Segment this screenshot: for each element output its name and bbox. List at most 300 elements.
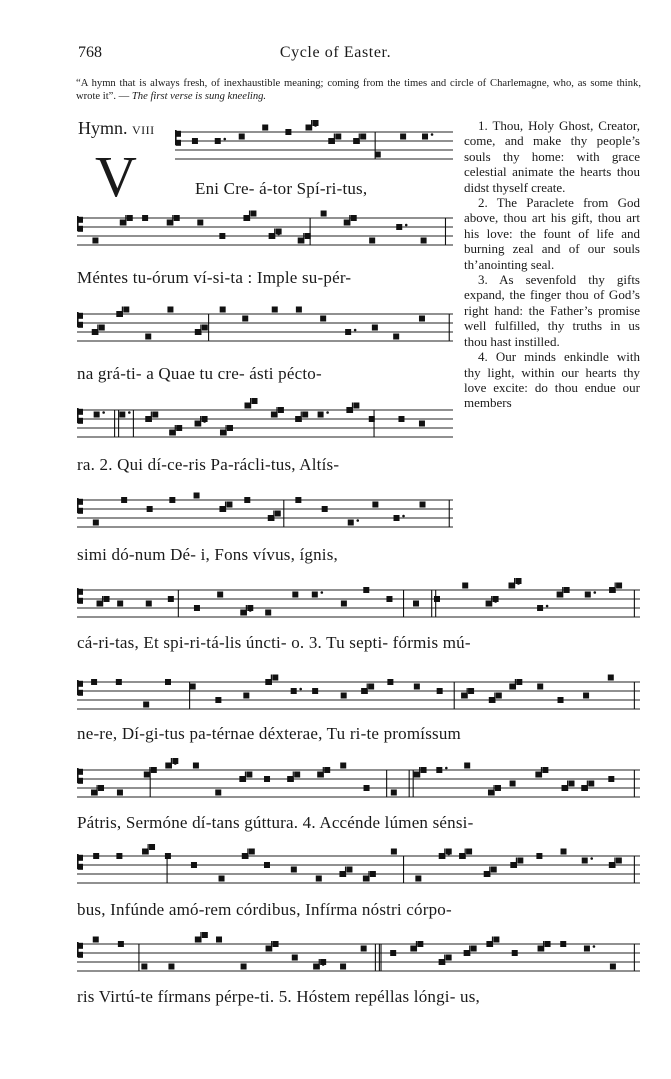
neume	[510, 862, 516, 868]
c-clef-glyph	[77, 216, 83, 232]
neume	[461, 693, 467, 699]
neume	[278, 407, 284, 413]
neume	[509, 684, 515, 690]
neume	[93, 853, 99, 859]
neume	[202, 932, 208, 938]
neume-dot	[447, 853, 450, 856]
neume	[387, 679, 393, 685]
neume	[517, 858, 523, 864]
c-clef-glyph	[77, 312, 83, 328]
chant-staff	[77, 762, 640, 804]
neume	[317, 772, 323, 778]
intro-rubric: The first verse is sung kneeling.	[131, 91, 267, 102]
staff-notation	[77, 762, 640, 804]
neume	[116, 679, 122, 685]
lyric-line: ne-re, Dí-gi-tus pa-térnae déxterae, Tu ri-te promíssum	[77, 724, 461, 743]
neume	[537, 605, 543, 611]
lyric-line: na grá-ti- a Quae tu cre- ásti pécto-	[77, 364, 322, 383]
chant-staff	[77, 402, 453, 444]
lyric-line: Pátris, Sermóne dí-tans gúttura. 4. Accénde lúmen sénsi-	[77, 813, 474, 832]
neume-dot	[299, 688, 302, 691]
neume	[340, 964, 346, 970]
neume	[536, 853, 542, 859]
neume	[468, 688, 474, 694]
neume	[202, 325, 208, 331]
neume	[92, 238, 98, 244]
neume	[116, 853, 122, 859]
neume	[227, 425, 233, 431]
neume	[285, 129, 291, 135]
c-clef-glyph	[77, 768, 83, 784]
neume	[219, 233, 225, 239]
neume	[275, 511, 281, 517]
staff-notation	[77, 306, 453, 348]
staff-notation	[77, 674, 640, 716]
neume	[318, 412, 324, 418]
c-clef-glyph	[77, 854, 83, 870]
translation-verse: 4. Our minds enkindle with thy light, within our hearts thy love excite: do thou endue our members	[464, 349, 640, 411]
staff-notation	[77, 492, 453, 534]
neume	[240, 610, 246, 616]
neume	[165, 679, 171, 685]
neume-dot	[102, 411, 105, 414]
neume	[446, 955, 452, 961]
neume	[121, 497, 127, 503]
neume	[287, 776, 293, 782]
neume	[459, 853, 465, 859]
neume	[417, 941, 423, 947]
neume	[564, 587, 570, 593]
neume	[119, 412, 125, 418]
neume	[368, 684, 374, 690]
neume	[93, 520, 99, 526]
neume	[94, 412, 100, 418]
hymn-label	[78, 118, 155, 139]
neume	[415, 876, 421, 882]
staff-notation	[77, 582, 640, 624]
neume	[296, 307, 302, 313]
neume	[104, 596, 110, 602]
neume	[99, 325, 105, 331]
neume	[264, 776, 270, 782]
neume	[117, 601, 123, 607]
neume	[195, 421, 201, 427]
neume	[320, 316, 326, 322]
neume	[92, 329, 98, 335]
neume	[353, 403, 359, 409]
neume	[361, 946, 367, 952]
neume	[360, 134, 366, 140]
neume	[434, 596, 440, 602]
neume	[363, 876, 369, 882]
neume	[167, 220, 173, 226]
chant-staff	[77, 848, 640, 890]
neume	[560, 941, 566, 947]
lyric-line: bus, Infúnde amó-rem córdibus, Infírma nóstri córpo-	[77, 900, 452, 919]
neume	[346, 867, 352, 873]
neume	[462, 583, 468, 589]
neume	[437, 688, 443, 694]
neume	[149, 844, 155, 850]
neume	[391, 790, 397, 796]
neume	[91, 679, 97, 685]
neume	[364, 785, 370, 791]
chant-staff	[77, 492, 453, 534]
neume	[335, 134, 341, 140]
neume	[464, 950, 470, 956]
neume	[242, 853, 248, 859]
neume	[249, 849, 255, 855]
neume	[118, 941, 124, 947]
neume	[144, 772, 150, 778]
chant-staff	[77, 936, 640, 978]
neume-dot	[402, 515, 405, 518]
neume	[436, 767, 442, 773]
c-clef-glyph	[175, 130, 181, 146]
neume	[509, 583, 515, 589]
neume	[193, 763, 199, 769]
translation-column	[464, 118, 640, 411]
neume	[273, 941, 279, 947]
neume	[414, 684, 420, 690]
neume	[250, 211, 256, 217]
neume	[295, 497, 301, 503]
neume	[174, 215, 180, 221]
neume	[169, 430, 175, 436]
neume-dot	[321, 591, 324, 594]
neume	[217, 592, 223, 598]
neume-dot	[517, 582, 520, 585]
neume	[324, 767, 330, 773]
neume	[220, 430, 226, 436]
neume	[269, 233, 275, 239]
neume	[363, 587, 369, 593]
neume	[400, 134, 406, 140]
neume	[142, 215, 148, 221]
neume	[291, 867, 297, 873]
chant-staff	[175, 124, 453, 166]
c-clef-glyph	[77, 498, 83, 514]
neume	[413, 601, 419, 607]
neume	[313, 964, 319, 970]
neume	[439, 959, 445, 965]
neume	[294, 772, 300, 778]
neume	[396, 224, 402, 230]
neume	[262, 125, 268, 131]
neume	[192, 138, 198, 144]
neume	[491, 867, 497, 873]
neume	[292, 592, 298, 598]
neume	[484, 871, 490, 877]
neume	[265, 610, 271, 616]
neume	[316, 876, 322, 882]
neume	[322, 506, 328, 512]
neume	[393, 334, 399, 340]
neume	[558, 697, 564, 703]
neume	[608, 675, 614, 681]
hymn-label-text: Hymn.	[78, 118, 128, 138]
neume	[496, 693, 502, 699]
chant-staff	[77, 210, 453, 252]
neume	[569, 781, 575, 787]
neume-dot	[546, 605, 549, 608]
neume	[97, 601, 103, 607]
neume	[226, 502, 232, 508]
lyric-line: Méntes tu-órum ví-si-ta : Imple su-pér-	[77, 268, 352, 287]
neume	[190, 684, 196, 690]
neume-dot	[590, 857, 593, 860]
neume	[244, 497, 250, 503]
neume	[346, 407, 352, 413]
intro-quote: “A hymn that is always fresh, of inexhaustible meaning; coming from the times and circle of Charlemagne, who, as some think, wrote it”. —	[76, 78, 641, 102]
neume	[197, 220, 203, 226]
neume-dot	[354, 329, 357, 332]
neume	[516, 679, 522, 685]
neume	[165, 763, 171, 769]
neume	[239, 776, 245, 782]
neume	[251, 398, 257, 404]
neume	[488, 790, 494, 796]
neume	[341, 601, 347, 607]
neume	[195, 329, 201, 335]
neume	[242, 316, 248, 322]
neume	[312, 592, 318, 598]
staff-notation	[175, 124, 453, 166]
neume	[168, 596, 174, 602]
neume	[312, 688, 318, 694]
translation-verse: 3. As sevenfold thy gifts expand, the finger thou of God’s right hand: the Father’s promise well fulfilled, thy truths in us thou hast instilled.	[464, 272, 640, 349]
lyric-line: ris Virtú-te fírmans pérpe-ti. 5. Hóstem repéllas lóngi- us,	[77, 987, 480, 1006]
neume	[268, 515, 274, 521]
neume	[584, 946, 590, 952]
neume	[215, 790, 221, 796]
staff-notation	[77, 848, 640, 890]
neume	[372, 502, 378, 508]
translation-verse: 1. Thou, Holy Ghost, Creator, come, and make thy people’s souls thy home: with grace celestial animate the hearts thou didst thyself create.	[464, 118, 640, 195]
neume	[117, 790, 123, 796]
neume	[370, 871, 376, 877]
neume	[486, 941, 492, 947]
lyric-line: ra. 2. Qui dí-ce-ris Pa-rácli-tus, Altís-	[77, 455, 340, 474]
neume	[169, 497, 175, 503]
neume-dot	[445, 767, 448, 770]
neume	[271, 412, 277, 418]
neume	[581, 785, 587, 791]
neume	[167, 307, 173, 313]
neume	[386, 596, 392, 602]
neume	[422, 134, 428, 140]
neume	[243, 215, 249, 221]
neume	[145, 334, 151, 340]
neume	[168, 964, 174, 970]
neume	[361, 688, 367, 694]
staff-notation	[77, 936, 640, 978]
neume-dot	[174, 762, 177, 765]
neume	[420, 502, 426, 508]
intro-note	[76, 77, 641, 103]
neume	[495, 785, 501, 791]
neume	[351, 215, 357, 221]
neume	[147, 506, 153, 512]
neume	[295, 416, 301, 422]
neume	[98, 785, 104, 791]
neume	[421, 238, 427, 244]
neume	[152, 412, 158, 418]
neume	[510, 781, 516, 787]
drop-cap-initial: V	[95, 144, 137, 209]
neume	[145, 416, 151, 422]
neume	[391, 849, 397, 855]
neume	[143, 702, 149, 708]
neume	[123, 307, 129, 313]
neume	[610, 964, 616, 970]
chant-staff	[77, 674, 640, 716]
c-clef-glyph	[77, 408, 83, 424]
neume	[562, 785, 568, 791]
neume	[561, 849, 567, 855]
translation-verse: 2. The Paraclete from God above, thou art his gift, thou art his love: the fount of life and burning zeal and of our souls th’anointing seal.	[464, 195, 640, 272]
neume	[348, 520, 354, 526]
neume	[246, 772, 252, 778]
neume	[419, 316, 425, 322]
c-clef-glyph	[77, 942, 83, 958]
neume	[609, 587, 615, 593]
neume	[141, 964, 147, 970]
neume	[272, 675, 278, 681]
neume-dot	[494, 600, 497, 603]
neume-dot	[223, 138, 226, 141]
neume	[372, 325, 378, 331]
neume	[582, 858, 588, 864]
neume	[306, 125, 312, 131]
neume	[557, 592, 563, 598]
neume	[120, 220, 126, 226]
neume	[489, 697, 495, 703]
neume	[291, 688, 297, 694]
neume	[239, 134, 245, 140]
staff-notation	[77, 402, 453, 444]
neume	[493, 937, 499, 943]
neume	[538, 946, 544, 952]
neume	[265, 679, 271, 685]
neume	[609, 862, 615, 868]
neume	[93, 937, 99, 943]
neume	[394, 515, 400, 521]
neume-dot	[128, 411, 131, 414]
neume	[244, 403, 250, 409]
neume-dot	[593, 945, 596, 948]
neume	[219, 506, 225, 512]
neume	[588, 781, 594, 787]
neume	[195, 937, 201, 943]
neume	[344, 220, 350, 226]
lyric-line: Eni Cre- á-tor Spí-ri-tus,	[195, 179, 368, 198]
neume	[345, 329, 351, 335]
neume	[272, 307, 278, 313]
neume	[220, 307, 226, 313]
page-number: 768	[78, 44, 102, 61]
neume	[127, 215, 133, 221]
neume	[215, 697, 221, 703]
neume	[608, 776, 614, 782]
neume	[537, 684, 543, 690]
neume	[219, 876, 225, 882]
neume-dot	[249, 609, 252, 612]
neume	[421, 767, 427, 773]
neume	[398, 416, 404, 422]
neume	[328, 138, 334, 144]
hymn-mode: VIII	[132, 123, 155, 137]
neume	[243, 693, 249, 699]
neume	[419, 421, 425, 427]
neume	[302, 412, 308, 418]
neume	[176, 425, 182, 431]
c-clef-glyph	[77, 680, 83, 696]
neume	[340, 763, 346, 769]
neume	[583, 693, 589, 699]
chant-staff	[77, 582, 640, 624]
neume-dot	[322, 963, 325, 966]
neume	[464, 763, 470, 769]
neume	[471, 946, 477, 952]
neume	[390, 950, 396, 956]
chant-staff	[77, 306, 453, 348]
neume	[241, 964, 247, 970]
neume	[535, 772, 541, 778]
lyric-line: simi dó-num Dé- i, Fons vívus, ígnis,	[77, 545, 338, 564]
c-clef-glyph	[77, 588, 83, 604]
neume	[216, 937, 222, 943]
neume	[545, 941, 551, 947]
neume	[466, 849, 472, 855]
neume-dot	[405, 224, 408, 227]
neume-dot	[277, 233, 280, 236]
neume	[264, 862, 270, 868]
neume	[321, 211, 327, 217]
neume	[542, 767, 548, 773]
neume	[292, 955, 298, 961]
neume	[298, 238, 304, 244]
neume	[116, 311, 122, 317]
neume	[215, 138, 221, 144]
neume	[194, 605, 200, 611]
running-title: Cycle of Easter.	[279, 44, 392, 61]
neume	[91, 790, 97, 796]
neume	[151, 767, 157, 773]
neume-dot	[314, 124, 317, 127]
neume-dot	[431, 133, 434, 136]
neume	[191, 862, 197, 868]
neume	[439, 853, 445, 859]
neume	[165, 853, 171, 859]
neume	[512, 950, 518, 956]
neume-dot	[593, 591, 596, 594]
neume	[266, 946, 272, 952]
neume	[194, 493, 200, 499]
neume	[414, 772, 420, 778]
neume	[369, 238, 375, 244]
neume-dot	[326, 411, 329, 414]
neume	[616, 858, 622, 864]
neume	[410, 946, 416, 952]
neume	[339, 871, 345, 877]
neume	[146, 601, 152, 607]
neume	[616, 583, 622, 589]
neume	[353, 138, 359, 144]
neume	[341, 693, 347, 699]
neume	[585, 592, 591, 598]
neume	[486, 601, 492, 607]
